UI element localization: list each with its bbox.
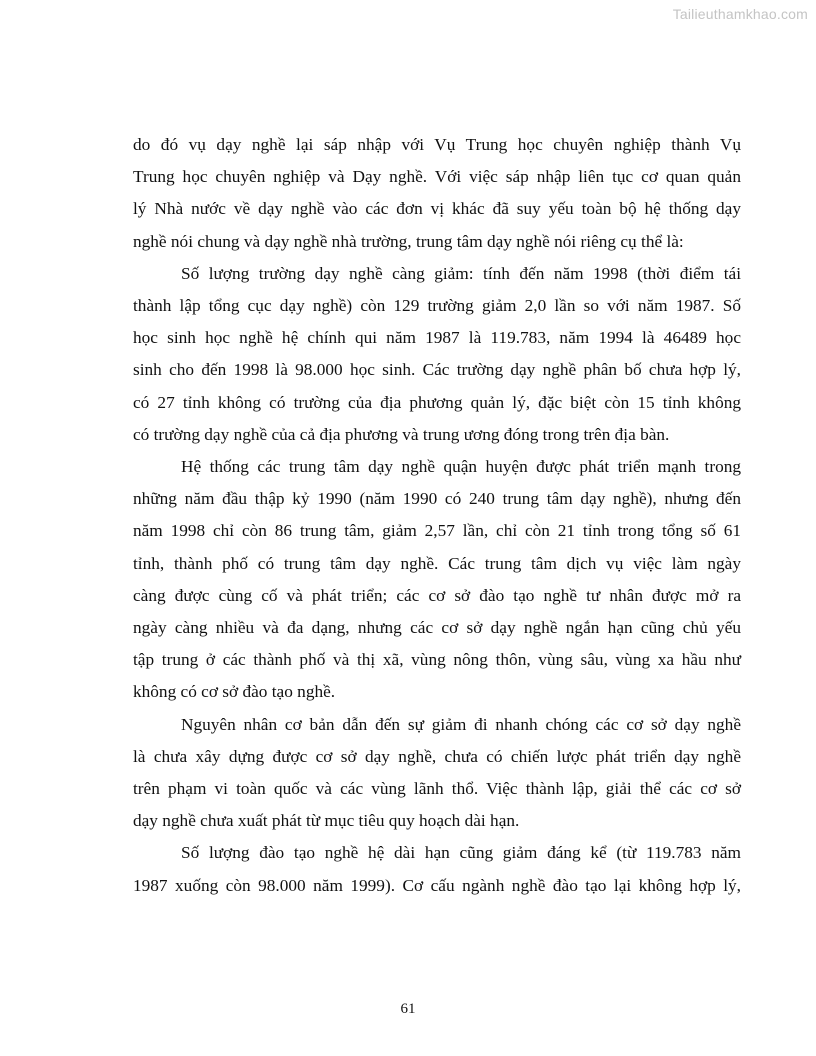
text-line: trên phạm vi toàn quốc và các vùng lãnh thổ. Việc thành lập, giải thể các cơ sở	[133, 779, 741, 799]
text-line: thành lập tổng cục dạy nghề) còn 129 trường giảm 2,0 lần so với năm 1987. Số	[133, 296, 741, 316]
document-body	[133, 129, 741, 902]
text-line: lý Nhà nước về dạy nghề vào các đơn vị khác đã suy yếu toàn bộ hệ thống dạy	[133, 199, 741, 219]
page-number: 61	[400, 1001, 416, 1017]
text-line: là chưa xây dựng được cơ sở dạy nghề, chưa có chiến lược phát triển dạy nghề	[133, 746, 741, 766]
text-line: năm 1998 chỉ còn 86 trung tâm, giảm 2,57 lần, chỉ còn 21 tỉnh trong tổng số 61	[133, 521, 741, 541]
text-line: do đó vụ dạy nghề lại sáp nhập với Vụ Trung học chuyên nghiệp thành Vụ	[133, 135, 741, 154]
watermark: Tailieuthamkhao.com	[672, 6, 808, 22]
text-line: nghề nói chung và dạy nghề nhà trường, trung tâm dạy nghề nói riêng cụ thể là:	[133, 231, 684, 251]
text-line: học sinh học nghề hệ chính qui năm 1987 là 119.783, năm 1994 là 46489 học	[133, 328, 741, 348]
text-line: Trung học chuyên nghiệp và Dạy nghề. Với việc sáp nhập liên tục cơ quan quản	[133, 167, 741, 187]
text-line: dạy nghề chưa xuất phát từ mục tiêu quy hoạch dài hạn.	[133, 811, 520, 831]
text-line: ngày càng nhiều và đa dạng, nhưng các cơ sở dạy nghề ngắn hạn cũng chủ yếu	[133, 618, 741, 638]
text-line: Nguyên nhân cơ bản dẫn đến sự giảm đi nhanh chóng các cơ sở dạy nghề	[181, 714, 741, 734]
paragraph-4	[133, 709, 741, 838]
paragraph-3	[133, 451, 741, 709]
text-line: sinh cho đến 1998 là 98.000 học sinh. Các trường dạy nghề phân bố chưa hợp lý,	[133, 360, 741, 380]
text-line: Số lượng đào tạo nghề hệ dài hạn cũng giảm đáng kể (từ 119.783 năm	[181, 843, 741, 863]
text-line: những năm đầu thập kỷ 1990 (năm 1990 có 240 trung tâm dạy nghề), nhưng đến	[133, 489, 741, 509]
text-line: không có cơ sở đào tạo nghề.	[133, 682, 336, 702]
text-line: có 27 tỉnh không có trường của địa phương quản lý, đặc biệt còn 15 tỉnh không	[133, 392, 741, 412]
text-line: càng được cùng cố và phát triển; các cơ sở đào tạo nghề tư nhân được mở ra	[133, 585, 741, 605]
text-line: có trường dạy nghề của cả địa phương và trung ương đóng trong trên địa bàn.	[133, 424, 670, 444]
paragraph-5	[133, 837, 741, 901]
text-line: Số lượng trường dạy nghề càng giảm: tính đến năm 1998 (thời điểm tái	[181, 263, 741, 283]
paragraph-2	[133, 258, 741, 451]
text-line: 1987 xuống còn 98.000 năm 1999). Cơ cấu ngành nghề đào tạo lại không hợp lý,	[133, 875, 741, 895]
text-line: tỉnh, thành phố có trung tâm dạy nghề. Các trung tâm dịch vụ việc làm ngày	[133, 553, 741, 573]
text-line: tập trung ở các thành phố và thị xã, vùng nông thôn, vùng sâu, vùng xa hầu như	[133, 650, 741, 670]
text-line: Hệ thống các trung tâm dạy nghề quận huyện được phát triển mạnh trong	[181, 457, 741, 477]
paragraph-1	[133, 129, 741, 258]
